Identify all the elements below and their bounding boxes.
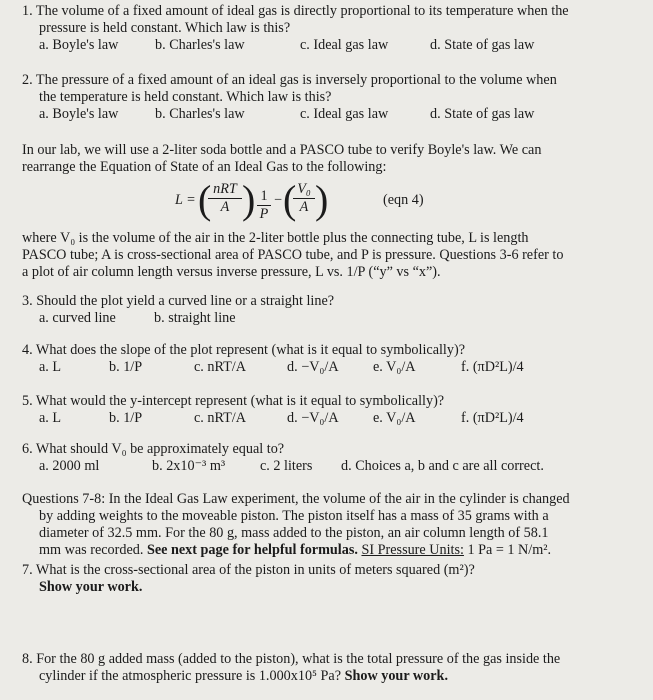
question-2-text: 2. The pressure of a fixed amount of an ideal gas is inversely proportional to the volume when <box>22 72 557 88</box>
question-2-options <box>22 106 642 123</box>
eqn-one: 1 <box>257 188 271 206</box>
helpful-formulas-note: See next page for helpful formulas. <box>146 542 358 558</box>
eqn-minus: − <box>274 192 283 208</box>
option-f: f. (πD²L)/4 <box>461 359 524 375</box>
option-b: b. 1/P <box>109 410 143 426</box>
eqn-lhs: L = <box>175 192 196 208</box>
option-c: c. nRT/A <box>194 410 246 426</box>
preamble-line-1: Questions 7-8: In the Ideal Gas Law experiment, the volume of the air in the cylinder is changed <box>22 491 570 507</box>
question-2 <box>22 72 642 123</box>
si-units-label: SI Pressure Units: <box>361 542 464 558</box>
question-7-text: 7. What is the cross-sectional area of the piston in units of meters squared (m²)? <box>22 562 475 578</box>
option-b: b. 2x10⁻³ m³ <box>152 458 226 474</box>
intro-line-2: rearrange the Equation of State of an Ideal Gas to the following: <box>22 159 387 175</box>
preamble-line-4 <box>22 542 642 559</box>
question-8-show-work: Show your work. <box>344 668 448 684</box>
option-e: e. V₀/A <box>373 359 416 375</box>
eqn-a2: A <box>299 199 309 215</box>
option-a: a. Boyle's law <box>39 37 119 53</box>
question-3 <box>22 293 642 327</box>
question-8-text: 8. For the 80 g added mass (added to the piston), what is the total pressure of the gas inside the <box>22 651 561 667</box>
preamble-line-4a: mm was recorded. <box>39 542 144 558</box>
question-6-text: 6. What should V₀ be approximately equal to? <box>22 441 285 457</box>
preamble-line-3: diameter of 32.5 mm. For the 80 g, mass added to the piston, an air column length of 58.1 <box>39 525 549 541</box>
option-d: d. State of gas law <box>430 106 535 122</box>
question-2-text-cont: the temperature is held constant. Which law is this? <box>39 89 332 105</box>
eqn-paren-close-2: ) <box>315 177 329 222</box>
option-d: d. −V₀/A <box>287 359 339 375</box>
question-4 <box>22 342 642 376</box>
option-b: b. Charles's law <box>155 37 245 53</box>
where-line-1: where V₀ is the volume of the air in the 2-liter bottle plus the connecting tube, L is length <box>22 230 529 246</box>
intro-line-1: In our lab, we will use a 2-liter soda bottle and a PASCO tube to verify Boyle's law. We can <box>22 142 542 158</box>
question-8-text-cont-a: cylinder if the atmospheric pressure is 1.000x10⁵ Pa? <box>39 668 342 684</box>
eqn-a: A <box>220 199 230 215</box>
where-line-2: PASCO tube; A is cross-sectional area of PASCO tube, and P is pressure. Questions 3-6 refer to <box>22 247 564 263</box>
question-8-text-cont <box>22 668 642 685</box>
option-c: c. Ideal gas law <box>300 37 389 53</box>
eqn-label: (eqn 4) <box>383 192 424 208</box>
eqn-nrt: nRT <box>208 181 242 199</box>
option-c: c. 2 liters <box>260 458 313 474</box>
question-1-text-cont: pressure is held constant. Which law is this? <box>39 20 291 36</box>
question-3-options <box>22 310 642 327</box>
where-line-3: a plot of air column length versus inverse pressure, L vs. 1/P (“y” vs “x”). <box>22 264 441 280</box>
preamble-line-2: by adding weights to the moveable piston. The piston itself has a mass of 35 grams with a <box>39 508 549 524</box>
eqn-paren-open-1: ( <box>198 177 212 222</box>
question-4-text: 4. What does the slope of the plot represent (what is it equal to symbolically)? <box>22 342 465 358</box>
option-a: a. curved line <box>39 310 116 326</box>
option-b: b. straight line <box>154 310 236 326</box>
eqn-paren-close-1: ) <box>242 177 256 222</box>
question-8 <box>22 651 642 685</box>
option-c: c. Ideal gas law <box>300 106 389 122</box>
eqn-frac-v0-a <box>293 181 315 216</box>
questions-7-8-preamble <box>22 491 642 559</box>
option-b: b. Charles's law <box>155 106 245 122</box>
option-d: d. Choices a, b and c are all correct. <box>341 458 544 474</box>
question-7-show-work: Show your work. <box>39 579 143 595</box>
intro-paragraph <box>22 142 642 176</box>
question-4-options <box>22 359 642 376</box>
question-1-options <box>22 37 642 54</box>
question-7 <box>22 562 642 596</box>
eqn-v0: V₀ <box>293 181 315 199</box>
question-5-options <box>22 410 642 427</box>
option-a: a. L <box>39 359 62 375</box>
question-5 <box>22 393 642 427</box>
option-a: a. 2000 ml <box>39 458 100 474</box>
where-paragraph <box>22 230 642 281</box>
question-3-text: 3. Should the plot yield a curved line or a straight line? <box>22 293 335 309</box>
eqn-paren-open-2: ( <box>283 177 297 222</box>
option-c: c. nRT/A <box>194 359 246 375</box>
option-b: b. 1/P <box>109 359 143 375</box>
option-d: d. −V₀/A <box>287 410 339 426</box>
eqn-frac-1-p <box>257 188 271 223</box>
question-5-text: 5. What would the y-intercept represent (what is it equal to symbolically)? <box>22 393 445 409</box>
option-e: e. V₀/A <box>373 410 416 426</box>
question-1-text: 1. The volume of a fixed amount of ideal gas is directly proportional to its temperature when the <box>22 3 569 19</box>
question-1 <box>22 3 642 54</box>
option-f: f. (πD²L)/4 <box>461 410 524 426</box>
eqn-p: P <box>259 206 269 222</box>
option-a: a. L <box>39 410 62 426</box>
si-units-value: 1 Pa = 1 N/m². <box>467 542 552 558</box>
equation-4 <box>175 178 495 226</box>
question-6 <box>22 441 642 475</box>
option-a: a. Boyle's law <box>39 106 119 122</box>
option-d: d. State of gas law <box>430 37 535 53</box>
question-6-options <box>22 458 642 475</box>
eqn-frac-nrt-a <box>208 181 242 216</box>
